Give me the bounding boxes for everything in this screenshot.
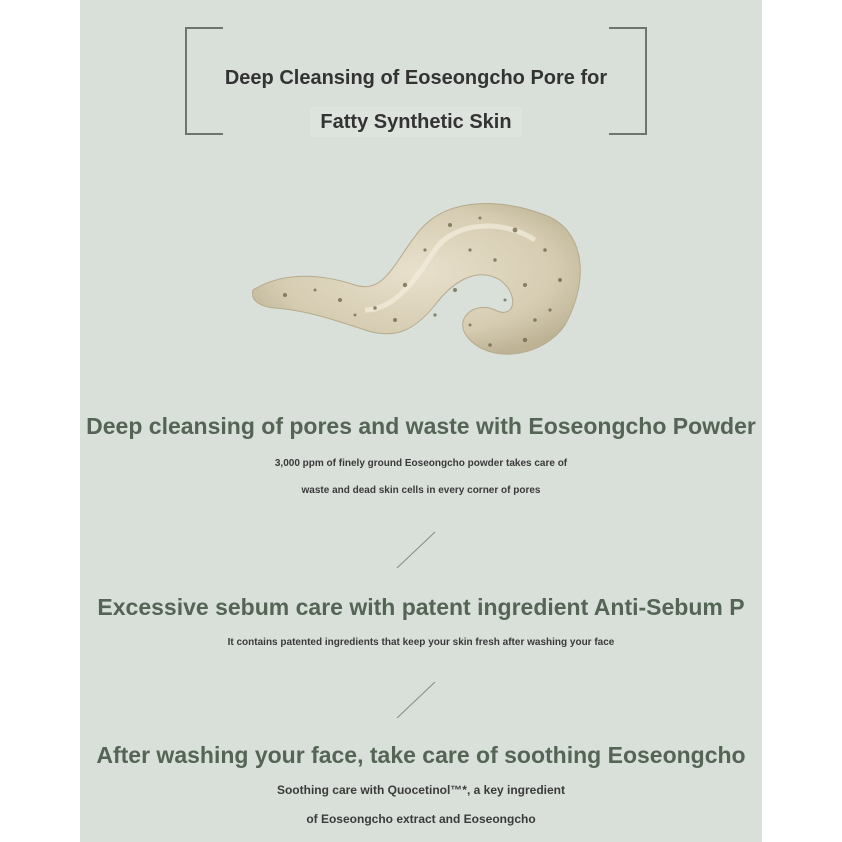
section1-line2: waste and dead skin cells in every corner of pores (301, 485, 541, 496)
section3-line1: Soothing care with Quocetinol™*, a key ingredient (276, 783, 566, 797)
diagonal-divider-2 (395, 680, 437, 720)
section3-line2: of Eoseongcho extract and Eoseongcho (306, 812, 536, 826)
cream-smear-image (245, 190, 590, 370)
header-title-line2: Fatty Synthetic Skin (185, 111, 647, 134)
header-title-line1: Deep Cleansing of Eoseongcho Pore for (224, 67, 608, 89)
section2-line1: It contains patented ingredients that keep your skin fresh after washing your face (227, 637, 615, 648)
section1-line1: 3,000 ppm of finely ground Eoseongcho powder takes care of (274, 458, 568, 469)
diagonal-divider-1 (395, 530, 437, 570)
section2-title: Excessive sebum care with patent ingredient Anti-Sebum P (97, 594, 745, 620)
header-frame (185, 27, 647, 135)
section3-title: After washing your face, take care of soothing Eoseongcho (96, 742, 746, 768)
section1-title: Deep cleansing of pores and waste with Eoseongcho Powder (86, 413, 756, 439)
